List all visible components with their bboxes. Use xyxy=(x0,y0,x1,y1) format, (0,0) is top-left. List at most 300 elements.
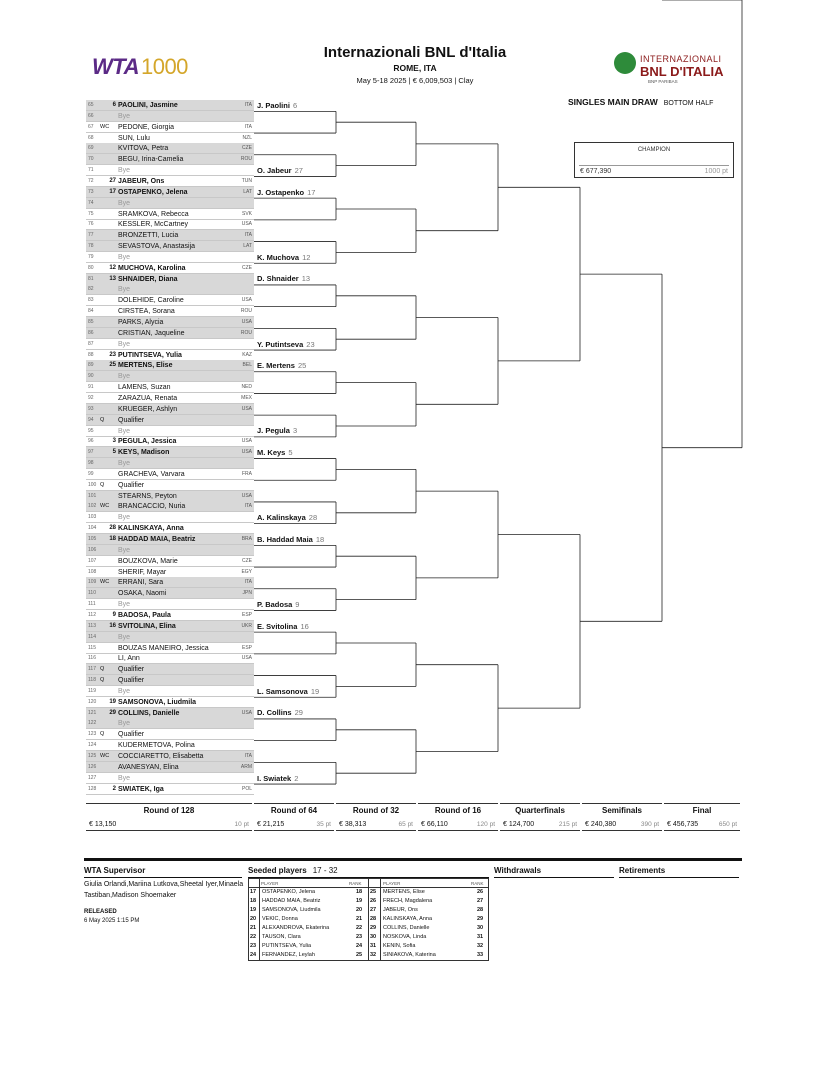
draw-position: 77 xyxy=(88,232,94,239)
player-name: PEGULA, Jessica xyxy=(118,438,177,446)
draw-position: 69 xyxy=(88,145,94,152)
player-name: SWIATEK, Iga xyxy=(118,785,164,793)
seed-number: 28 xyxy=(370,916,377,922)
draw-position: 82 xyxy=(88,286,94,293)
player-name: PEDONE, Giorgia xyxy=(118,123,175,131)
player-name: GRACHEVA, Varvara xyxy=(118,470,185,478)
seed-number: 18 xyxy=(250,898,257,904)
round-label: Quarterfinals xyxy=(515,806,565,815)
tournament-title: Internazionali BNL d'Italia xyxy=(323,44,507,61)
player-name: SUN, Lulu xyxy=(118,134,150,142)
country-code: LAT xyxy=(243,188,252,195)
player-name: Bye xyxy=(118,687,131,695)
winner-name: Y. Putintseva xyxy=(257,339,304,349)
player-name: JABEUR, Ons xyxy=(118,177,165,185)
player-name: Bye xyxy=(118,340,131,348)
country-code: MEX xyxy=(241,394,252,401)
winner-name: B. Haddad Maia xyxy=(257,534,313,544)
winner-seed: 23 xyxy=(306,339,315,349)
draw-position: 99 xyxy=(88,470,94,477)
winner-seed: 12 xyxy=(302,252,311,262)
winner-seed: 25 xyxy=(297,361,307,371)
round-column xyxy=(500,803,580,831)
seed-number: 2 xyxy=(112,785,116,792)
round-prize: € 240,380 xyxy=(585,821,617,828)
seed-rank: 19 xyxy=(356,898,363,904)
player-name: MUCHOVA, Karolina xyxy=(118,264,186,272)
retirements-underline xyxy=(619,877,739,878)
seed-rank: 21 xyxy=(356,916,363,922)
player-name: BADOSA, Paula xyxy=(118,611,171,619)
seed-number: 32 xyxy=(370,952,377,958)
player-name: AVANESYAN, Elina xyxy=(118,763,179,771)
round-label: Semifinals xyxy=(601,806,642,815)
withdrawals-heading: Withdrawals xyxy=(494,866,542,875)
winner-seed: 6 xyxy=(292,100,298,110)
draw-position: 73 xyxy=(88,188,94,195)
draw-position: 81 xyxy=(88,275,94,282)
player-name: COCCIARETTO, Elisabetta xyxy=(118,753,204,760)
retirements-heading: Retirements xyxy=(619,866,666,875)
seed-number: 19 xyxy=(250,907,257,913)
player-name: PUTINTSEVA, Yulia xyxy=(118,351,182,359)
draw-position: 94 xyxy=(88,416,94,423)
country-code: CZE xyxy=(242,557,252,564)
player-name: Bye xyxy=(118,633,131,641)
player-name: BRONZETTI, Lucia xyxy=(118,232,179,240)
winner-name: K. Muchova xyxy=(257,252,300,262)
seeded-heading-text: Seeded players xyxy=(248,866,307,875)
draw-position: 113 xyxy=(88,622,96,629)
draw-position: 67 xyxy=(88,123,94,130)
winner-seed: 29 xyxy=(294,708,303,718)
entry-status: WC xyxy=(100,123,110,130)
round-prize: € 456,735 xyxy=(667,821,699,828)
country-code: ARM xyxy=(240,763,252,770)
player-name: KALINSKAYA, Anna xyxy=(118,525,184,533)
player-name: Bye xyxy=(118,514,131,522)
player-name: Bye xyxy=(118,774,131,782)
draw-position: 65 xyxy=(88,102,94,108)
player-name: SHERIF, Mayar xyxy=(118,568,167,576)
draw-position: 120 xyxy=(88,698,97,705)
seed-number: 17 xyxy=(109,188,116,195)
seed-player: SINIAKOVA, Katerina xyxy=(383,952,436,958)
seed-divider xyxy=(380,879,381,960)
round-column xyxy=(582,803,662,831)
country-code: USA xyxy=(241,438,252,445)
player-name: Qualifier xyxy=(118,677,145,685)
draw-position: 76 xyxy=(88,221,94,228)
seed-player: PUTINTSEVA, Yulia xyxy=(262,943,312,949)
seed-number: 21 xyxy=(250,925,257,931)
draw-position: 128 xyxy=(88,785,97,792)
winner-seed: 18 xyxy=(315,534,325,544)
player-name: PAOLINI, Jasmine xyxy=(118,102,178,109)
seed-number: 19 xyxy=(109,698,116,705)
seed-rank: 30 xyxy=(477,925,484,931)
player-name: PARKS, Alycia xyxy=(118,319,164,326)
seeded-range: 17 - 32 xyxy=(312,866,338,875)
player-name: ERRANI, Sara xyxy=(118,579,164,587)
round-column xyxy=(664,803,740,831)
winner-seed: 19 xyxy=(310,686,320,696)
seeded-players-table xyxy=(248,878,489,961)
country-code: SVK xyxy=(241,210,252,217)
country-code: USA xyxy=(241,297,252,304)
footer-rule xyxy=(84,858,742,861)
player-name: SAMSONOVA, Liudmila xyxy=(118,698,197,706)
seed-number: 24 xyxy=(250,952,257,958)
brand-line-3: BNP PARIBAS xyxy=(648,79,678,84)
seed-rank: 29 xyxy=(477,916,484,922)
country-code: UKR xyxy=(241,622,252,629)
winner-name: E. Mertens xyxy=(257,361,295,371)
player-name: Bye xyxy=(118,601,131,609)
seed-number: 22 xyxy=(250,934,257,940)
seed-number: 23 xyxy=(250,943,257,949)
player-name: ZARAZUA, Renata xyxy=(118,394,178,402)
draw-position: 95 xyxy=(88,427,94,434)
draw-position: 80 xyxy=(88,264,94,271)
draw-position: 123 xyxy=(88,731,97,738)
brand-line-1: INTERNAZIONALI xyxy=(640,54,722,64)
entry-status: WC xyxy=(100,579,110,586)
player-name: LI, Ann xyxy=(118,655,140,663)
draw-position: 102 xyxy=(88,503,97,510)
country-code: USA xyxy=(241,405,252,412)
round-column xyxy=(254,803,334,831)
country-code: ROU xyxy=(240,329,252,336)
seed-col-player-2: PLAYER xyxy=(383,881,401,886)
logo-text: WTA xyxy=(92,54,139,79)
country-code: ESP xyxy=(241,611,252,618)
seed-player: NOSKOVA, Linda xyxy=(383,934,427,940)
country-code: TUN xyxy=(241,177,252,184)
seed-number: 27 xyxy=(109,177,116,184)
draw-position: 115 xyxy=(88,644,96,651)
round-points: 120 pt xyxy=(476,821,495,828)
seed-number: 6 xyxy=(112,102,116,108)
draw-position: 66 xyxy=(88,112,94,119)
country-code: ITA xyxy=(244,503,252,510)
seed-number: 16 xyxy=(109,622,116,629)
player-name: Bye xyxy=(118,167,131,175)
draw-position: 85 xyxy=(88,319,94,325)
draw-position: 125 xyxy=(88,753,97,759)
country-code: ROU xyxy=(240,308,252,315)
player-name: MERTENS, Elise xyxy=(118,362,173,370)
draw-position: 84 xyxy=(88,308,94,315)
seed-number: 9 xyxy=(112,611,116,618)
player-name: Bye xyxy=(118,112,131,120)
winner-name: E. Svitolina xyxy=(257,621,298,631)
player-name: Bye xyxy=(118,253,131,261)
country-code: KAZ xyxy=(242,351,252,358)
draw-position: 116 xyxy=(88,655,96,662)
draw-position: 112 xyxy=(88,611,96,618)
player-name: Bye xyxy=(118,373,131,381)
player-name: Qualifier xyxy=(118,666,145,674)
winner-seed: 13 xyxy=(301,274,311,284)
player-name: Bye xyxy=(118,460,131,468)
seed-number: 12 xyxy=(109,264,116,271)
draw-position: 89 xyxy=(88,362,94,369)
winner-seed: 2 xyxy=(294,773,299,783)
round-points: 35 pt xyxy=(316,821,331,828)
country-code: ITA xyxy=(244,753,252,759)
country-code: EGY xyxy=(241,568,252,575)
draw-position: 103 xyxy=(88,514,97,521)
draw-position: 126 xyxy=(88,763,97,770)
player-name: BOUZAS MANEIRO, Jessica xyxy=(118,644,209,652)
round-points: 10 pt xyxy=(234,821,249,828)
seed-number: 13 xyxy=(109,275,116,282)
player-name: Qualifier xyxy=(118,731,145,739)
country-code: USA xyxy=(241,221,252,228)
round-column xyxy=(418,803,498,831)
player-name: KUDERMETOVA, Polina xyxy=(118,742,195,750)
draw-position: 100 xyxy=(88,481,97,488)
player-name: Qualifier xyxy=(118,416,145,424)
seed-player: MERTENS, Elise xyxy=(383,889,425,895)
player-name: BRANCACCIO, Nuria xyxy=(118,503,186,511)
round-prize: € 38,313 xyxy=(339,821,367,828)
player-name: Bye xyxy=(118,199,131,207)
brand-line-2: BNL D'ITALIA xyxy=(640,64,724,79)
winner-seed: 27 xyxy=(294,165,303,175)
draw-position: 114 xyxy=(88,633,96,640)
seed-number: 26 xyxy=(370,898,377,904)
country-code: LAT xyxy=(243,243,252,250)
draw-position: 111 xyxy=(88,601,96,608)
round-label: Round of 128 xyxy=(143,806,195,815)
player-name: COLLINS, Danielle xyxy=(118,709,180,717)
player-name: KEYS, Madison xyxy=(118,449,170,457)
country-code: USA xyxy=(241,492,252,499)
country-code: ITA xyxy=(244,232,252,239)
winner-name: J. Ostapenko xyxy=(257,187,305,197)
winner-name: P. Badosa xyxy=(257,599,293,609)
player-name: CIRSTEA, Sorana xyxy=(118,308,175,316)
draw-position: 122 xyxy=(88,720,97,727)
round-label: Round of 64 xyxy=(270,806,318,815)
draw-position: 121 xyxy=(88,709,97,716)
draw-position: 104 xyxy=(88,525,97,532)
country-code: NED xyxy=(241,384,252,391)
country-code: FRA xyxy=(242,470,252,477)
draw-position: 107 xyxy=(88,557,97,564)
seed-player: KENIN, Sofia xyxy=(383,943,416,949)
winner-name: L. Samsonova xyxy=(257,686,308,696)
country-code: ITA xyxy=(244,579,252,586)
country-code: ESP xyxy=(241,644,252,651)
round-label: Final xyxy=(692,806,712,815)
country-code: USA xyxy=(241,655,252,662)
seed-number: 28 xyxy=(109,525,116,532)
supervisor-names: Giulia Orlandi,Mariina Lutkova,Sheetal Iyer,Minaela Tastiban,Madison Shoemaker xyxy=(84,881,244,899)
player-name: OSAKA, Naomi xyxy=(118,590,167,598)
winner-seed: 16 xyxy=(300,621,309,631)
seed-rank: 25 xyxy=(356,952,363,958)
winner-seed: 17 xyxy=(307,187,316,197)
draw-title: SINGLES MAIN DRAW xyxy=(568,97,658,107)
seed-col-rank-1: RANK xyxy=(349,881,362,886)
seed-number: 29 xyxy=(370,925,377,931)
released-date: 6 May 2025 1:15 PM xyxy=(84,918,140,924)
round-points: 65 pt xyxy=(398,821,413,828)
country-code: USA xyxy=(241,709,252,716)
seed-player: OSTAPENKO, Jelena xyxy=(262,889,316,895)
player-name: KESSLER, McCartney xyxy=(118,221,189,229)
seed-player: JABEUR, Ons xyxy=(383,907,418,913)
entry-status: Q xyxy=(100,731,105,738)
round-label: Round of 16 xyxy=(434,806,482,815)
draw-position: 110 xyxy=(88,590,96,597)
draw-position: 90 xyxy=(88,373,94,380)
player-name: LAMENS, Suzan xyxy=(118,384,171,392)
player-name: KRUEGER, Ashlyn xyxy=(118,405,178,413)
country-code: NZL xyxy=(242,134,252,141)
player-name: CRISTIAN, Jaqueline xyxy=(118,329,185,337)
draw-position: 70 xyxy=(88,156,94,163)
seed-rank: 22 xyxy=(356,925,363,931)
entry-status: WC xyxy=(100,503,110,510)
seed-player: TAUSON, Clara xyxy=(262,934,301,940)
winner-name: A. Kalinskaya xyxy=(257,513,306,523)
supervisor-underline xyxy=(84,877,242,878)
entry-status: Q xyxy=(100,666,105,673)
draw-position: 87 xyxy=(88,340,94,347)
champion-label: CHAMPION xyxy=(637,147,671,153)
seed-rank: 32 xyxy=(477,943,484,949)
country-code: CZE xyxy=(242,264,252,271)
seed-player: FERNANDEZ, Leylah xyxy=(262,952,315,958)
draw-position: 119 xyxy=(88,687,96,694)
country-code: ITA xyxy=(244,123,252,130)
winner-seed: 28 xyxy=(308,513,318,523)
country-code: USA xyxy=(241,319,252,325)
round-prize: € 21,215 xyxy=(257,821,285,828)
country-code: BRA xyxy=(241,536,252,542)
seed-number: 3 xyxy=(112,438,116,445)
draw-position: 83 xyxy=(88,297,94,304)
seed-col-player-1: PLAYER xyxy=(261,881,279,886)
seed-player: FRECH, Magdalena xyxy=(383,898,433,904)
seed-rank: 24 xyxy=(356,943,363,949)
draw-position: 93 xyxy=(88,405,94,412)
player-name: SRAMKOVA, Rebecca xyxy=(118,210,189,218)
seed-number: 29 xyxy=(109,709,116,716)
seed-divider xyxy=(259,879,260,960)
draw-position: 92 xyxy=(88,394,94,401)
player-name: SEVASTOVA, Anastasija xyxy=(118,243,196,251)
seed-player: COLLINS, Danielle xyxy=(383,925,430,931)
player-name: SHNAIDER, Diana xyxy=(118,275,178,283)
player-name: KVITOVA, Petra xyxy=(118,145,169,153)
seed-number: 27 xyxy=(370,907,377,913)
draw-position: 78 xyxy=(88,243,94,250)
round-label: Round of 32 xyxy=(352,806,400,815)
draw-position: 101 xyxy=(88,492,97,499)
country-code: ROU xyxy=(240,156,252,163)
draw-position: 108 xyxy=(88,568,97,575)
seed-rank: 31 xyxy=(477,934,484,940)
winner-name: D. Collins xyxy=(257,708,292,718)
winner-name: O. Jabeur xyxy=(257,165,292,175)
seed-number: 25 xyxy=(109,362,116,369)
winner-name: M. Keys xyxy=(257,448,286,458)
player-name: SVITOLINA, Elina xyxy=(118,622,176,630)
seed-rank: 33 xyxy=(477,952,484,958)
seed-player: HADDAD MAIA, Beatriz xyxy=(262,898,321,904)
country-code: CZE xyxy=(242,145,252,152)
draw-position: 97 xyxy=(88,449,94,456)
country-code: POL xyxy=(241,785,252,792)
country-code: ITA xyxy=(244,102,252,108)
winner-name: I. Swiatek xyxy=(257,773,292,783)
draw-position: 74 xyxy=(88,199,94,206)
player-name: DOLEHIDE, Caroline xyxy=(118,297,184,305)
player-name: HADDAD MAIA, Beatriz xyxy=(118,536,196,543)
player-name: Bye xyxy=(118,720,131,728)
draw-position: 118 xyxy=(88,677,96,684)
draw-position: 68 xyxy=(88,134,94,141)
seed-number: 23 xyxy=(109,351,116,358)
draw-position: 106 xyxy=(88,546,97,553)
seed-number: 20 xyxy=(250,916,257,922)
round-prize: € 124,700 xyxy=(503,821,535,828)
tournament-city: ROME, ITA xyxy=(393,63,437,73)
withdrawals-underline xyxy=(494,877,614,878)
country-code: JPN xyxy=(242,590,252,597)
released-label: RELEASED xyxy=(84,909,117,915)
seed-number: 17 xyxy=(250,889,257,895)
seed-divider xyxy=(368,879,369,960)
draw-position: 117 xyxy=(88,666,96,673)
seed-player: SAMSONOVA, Liudmila xyxy=(262,907,321,913)
player-name: Bye xyxy=(118,427,131,435)
draw-position: 71 xyxy=(88,167,94,174)
player-name: BEGU, Irina-Camelia xyxy=(118,156,184,164)
player-name: OSTAPENKO, Jelena xyxy=(118,188,188,196)
entry-status: Q xyxy=(100,416,105,423)
supervisor-heading: WTA Supervisor xyxy=(84,866,146,875)
winner-seed: 3 xyxy=(292,426,298,436)
player-name: STEARNS, Peyton xyxy=(118,492,177,500)
champion-points: 1000 pt xyxy=(704,168,728,175)
champion-prize: € 677,390 xyxy=(580,168,612,175)
winner-seed: 9 xyxy=(295,599,300,609)
seed-number: 18 xyxy=(109,536,116,542)
seed-number: 31 xyxy=(370,943,377,949)
draw-position: 88 xyxy=(88,351,94,358)
winner-name: J. Paolini xyxy=(257,100,290,110)
seed-player: VEKIC, Donna xyxy=(262,916,298,922)
logo-number: 1000 xyxy=(140,54,188,79)
draw-half: BOTTOM HALF xyxy=(663,100,714,107)
round-points: 650 pt xyxy=(718,821,737,828)
player-name: Bye xyxy=(118,546,131,554)
draw-position: 98 xyxy=(88,460,94,467)
seed-player: KALINSKAYA, Anna xyxy=(383,916,433,922)
entry-status: WC xyxy=(100,753,110,759)
draw-position: 75 xyxy=(88,210,94,217)
seed-col-rank-2: RANK xyxy=(471,881,484,886)
draw-position: 72 xyxy=(88,177,94,184)
draw-position: 124 xyxy=(88,742,97,749)
entry-status: Q xyxy=(100,481,105,488)
